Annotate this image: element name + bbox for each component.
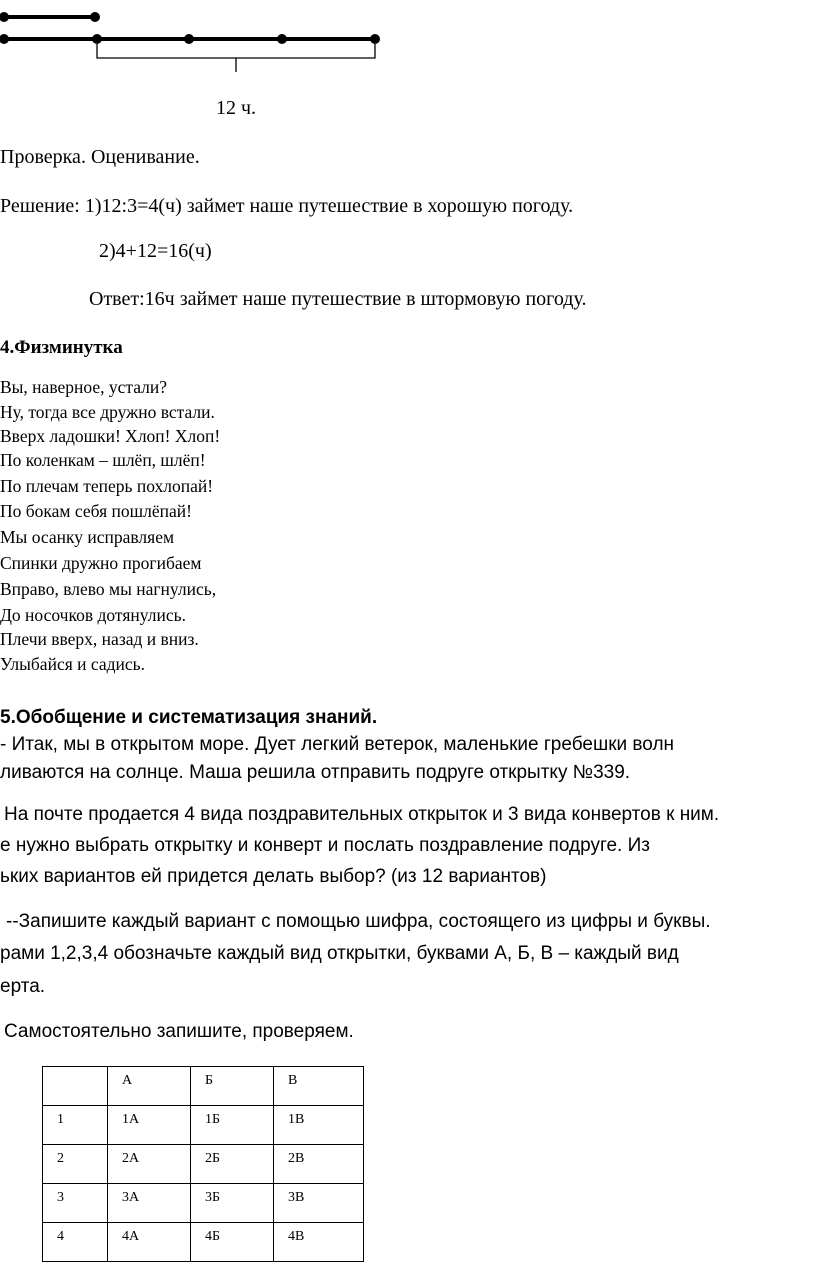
poem-line: Ну, тогда все дружно встали. [0,402,215,422]
section-5-para-3-line-1: --Запишите каждый вариант с помощью шифра, состоящего из цифры и буквы. [6,911,711,932]
long-segment-point-3 [277,34,287,44]
variants-table [42,1066,364,1262]
section-5-para-4: Самостоятельно запишите, проверяем. [4,1021,354,1042]
table-header-cell: В [274,1067,364,1106]
solution-answer: Ответ:16ч займет наше путешествие в штормовую погоду. [89,288,587,310]
section-5-para-3-line-3: ерта. [0,976,46,997]
poem-line: Вправо, влево мы нагнулись, [0,579,217,599]
diagram-label: 12 ч. [216,97,257,119]
table-cell: 3 [43,1184,108,1223]
poem-line: Спинки дружно прогибаем [0,553,202,573]
section-4-heading: 4.Физминутка [0,337,123,358]
table-cell: 1 [43,1106,108,1145]
table-cell: 2 [43,1145,108,1184]
table-row [43,1184,364,1223]
short-segment-start-point [0,12,9,22]
table-row [43,1106,364,1145]
table-row [43,1223,364,1262]
long-segment-point-4 [370,34,380,44]
table-cell: 4Б [191,1223,274,1262]
table-cell: 2Б [191,1145,274,1184]
table-cell: 2В [274,1145,364,1184]
segment-diagram [0,0,400,80]
table-cell: 1В [274,1106,364,1145]
table-cell: 4 [43,1223,108,1262]
section-5-heading: 5.Обобщение и систематизация знаний. [0,707,378,728]
table-row [43,1145,364,1184]
poem-line: По коленкам – шлёп, шлёп! [0,450,206,470]
poem-line: По плечам теперь похлопай! [0,476,214,496]
table-cell: 3А [108,1184,191,1223]
section-5-para-2-line-3: ьких вариантов ей придется делать выбор? (из 12 вариантов) [0,866,547,887]
table-cell: 1А [108,1106,191,1145]
table-cell: 3В [274,1184,364,1223]
section-5-para-1-line-2: ливаются на солнце. Маша решила отправить подруге открытку №339. [0,762,631,783]
poem-line: Вверх ладошки! Хлоп! Хлоп! [0,426,221,446]
table-cell: 4В [274,1223,364,1262]
solution-line-2: 2)4+12=16(ч) [99,240,212,262]
poem-line: До носочков дотянулись. [0,605,186,625]
table-header-cell: Б [191,1067,274,1106]
section-5-para-2-line-2: е нужно выбрать открытку и конверт и послать поздравление подруге. Из [0,835,650,856]
section-5-para-1-line-1: - Итак, мы в открытом море. Дует легкий ветерок, маленькие гребешки волн [0,734,675,755]
section-5-para-3-line-2: рами 1,2,3,4 обозначьте каждый вид открытки, буквами А, Б, В – каждый вид [0,943,679,964]
poem-line: Вы, наверное, устали? [0,377,168,397]
table-cell: 4А [108,1223,191,1262]
table-cell: 3Б [191,1184,274,1223]
poem-line: Мы осанку исправляем [0,527,175,547]
poem-line: Улыбайся и садись. [0,654,146,674]
solution-line-1: Решение: 1)12:3=4(ч) займет наше путешествие в хорошую погоду. [0,195,574,217]
section-5-para-2-line-1: На почте продается 4 вида поздравительных открыток и 3 вида конвертов к ним. [4,804,720,825]
bracket [97,44,375,58]
table-cell: 1Б [191,1106,274,1145]
long-segment-point-2 [184,34,194,44]
check-heading: Проверка. Оценивание. [0,146,200,168]
table-cell: 2А [108,1145,191,1184]
long-segment-point-0 [0,34,9,44]
table-header-cell: А [108,1067,191,1106]
short-segment-end-point [90,12,100,22]
poem-line: По бокам себя пошлёпай! [0,501,192,521]
poem-line: Плечи вверх, назад и вниз. [0,629,199,649]
table-cell [43,1067,108,1106]
table-header-row [43,1067,364,1106]
long-segment-point-1 [92,34,102,44]
